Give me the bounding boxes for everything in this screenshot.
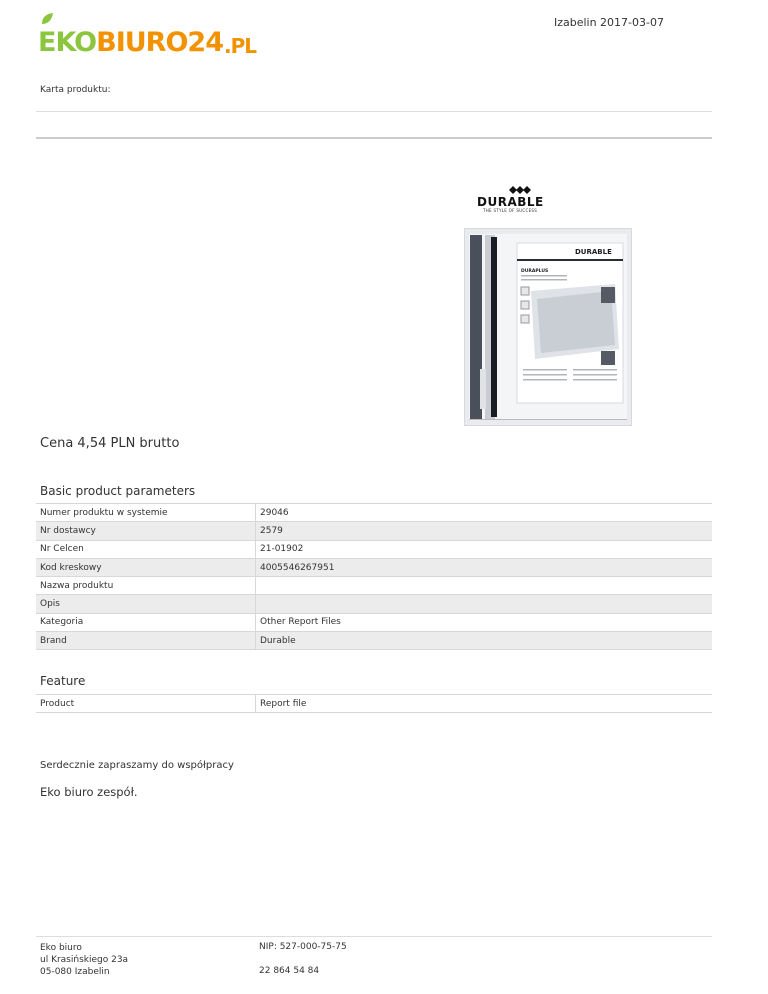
table-row	[36, 577, 712, 595]
param-value: 4005546267951	[256, 558, 713, 576]
param-label: Numer produktu w systemie	[36, 504, 256, 522]
brand-tagline: THE STYLE OF SUCCESS	[483, 208, 538, 213]
leaf-icon	[40, 12, 54, 26]
logo-eko-text: EKO	[38, 27, 97, 58]
param-value: 2579	[256, 522, 713, 540]
feature-table	[36, 694, 712, 713]
divider	[36, 936, 712, 937]
param-value	[256, 577, 713, 595]
invitation-text: Serdecznie zapraszamy do współpracy	[40, 760, 234, 771]
product-card-label: Karta produktu:	[40, 85, 111, 95]
param-label: Kategoria	[36, 613, 256, 631]
table-row	[36, 695, 712, 713]
param-label: Brand	[36, 632, 256, 650]
table-row	[36, 522, 712, 540]
document-date: Izabelin 2017-03-07	[553, 16, 664, 29]
table-row	[36, 613, 712, 631]
basic-params-table	[36, 503, 712, 650]
product-image	[464, 228, 632, 426]
company-address	[40, 942, 128, 978]
phone-number: 22 864 54 84	[259, 966, 320, 976]
basic-params-title: Basic product parameters	[40, 484, 196, 498]
param-value: 29046	[256, 504, 713, 522]
address-line: Eko biuro	[40, 943, 82, 953]
divider	[36, 137, 712, 139]
table-row	[36, 595, 712, 613]
logo-pl-text: .PL	[223, 34, 256, 58]
feature-title: Feature	[40, 674, 86, 688]
param-value: Durable	[256, 632, 713, 650]
team-signature: Eko biuro zespół.	[40, 785, 138, 799]
durable-mark-icon	[509, 186, 531, 194]
param-label: Opis	[36, 595, 256, 613]
param-value: Report file	[256, 695, 713, 713]
param-value: Other Report Files	[256, 613, 713, 631]
param-label: Nr dostawcy	[36, 522, 256, 540]
param-label: Kod kreskowy	[36, 558, 256, 576]
divider	[36, 111, 712, 112]
ekobiuro24-logo	[38, 16, 256, 56]
address-line: 05-080 Izabelin	[40, 967, 110, 977]
price-label: Cena 4,54 PLN brutto	[40, 436, 180, 451]
brand-name: DURABLE	[477, 195, 544, 209]
table-row	[36, 504, 712, 522]
param-value: 21-01902	[256, 540, 713, 558]
address-line: ul Krasińskiego 23a	[40, 955, 129, 965]
nip-number: NIP: 527-000-75-75	[259, 942, 347, 952]
param-label: Nazwa produktu	[36, 577, 256, 595]
param-value	[256, 595, 713, 613]
table-row	[36, 558, 712, 576]
param-label: Product	[36, 695, 256, 713]
table-row	[36, 540, 712, 558]
durable-brand-logo	[477, 186, 561, 214]
svg-text:DURABLE: DURABLE	[575, 248, 612, 256]
table-row	[36, 632, 712, 650]
param-label: Nr Celcen	[36, 540, 256, 558]
logo-biuro-text: BIURO24	[96, 27, 223, 58]
svg-text:DURAPLUS: DURAPLUS	[521, 269, 549, 274]
